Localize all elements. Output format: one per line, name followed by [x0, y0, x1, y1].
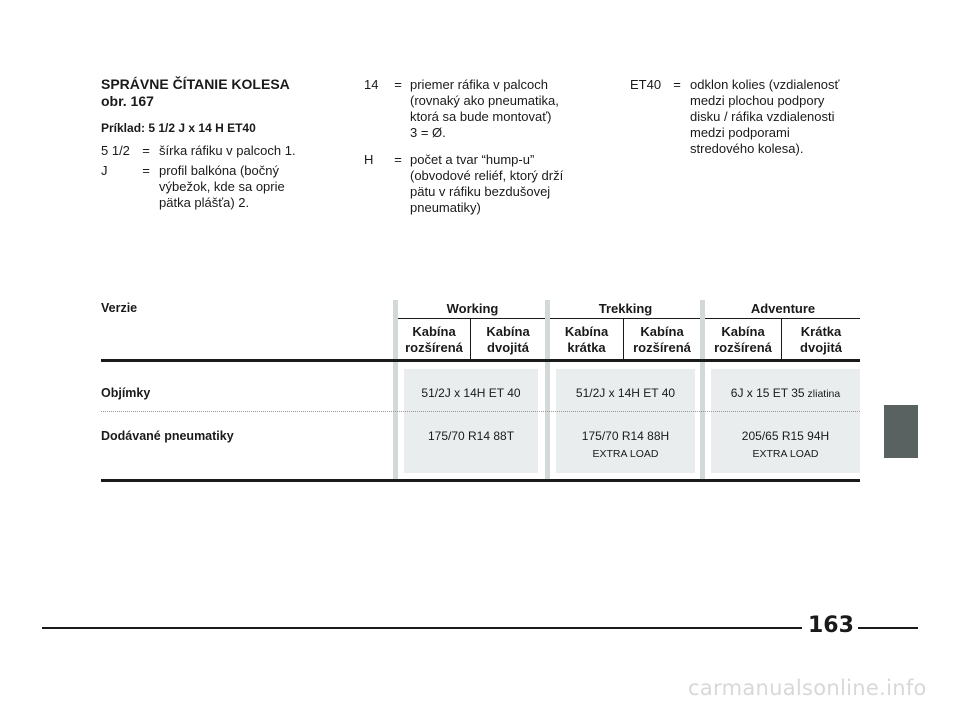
- cell-main: 51/2J x 14H ET 40: [421, 386, 521, 400]
- row-label-pneumatiky: Dodávané pneumatiky: [101, 429, 234, 443]
- cell-main: 6J x 15 ET 35: [730, 386, 805, 400]
- sub-header: [782, 324, 860, 356]
- cell-rim-working: [404, 386, 538, 401]
- row-separator: [101, 411, 860, 412]
- sub-header-line: Kabína: [721, 324, 765, 339]
- def-line: šírka ráfiku v palcoch 1.: [159, 143, 296, 158]
- def-key: ET40: [630, 77, 662, 92]
- def-14: [364, 77, 604, 141]
- def-key: H: [364, 152, 374, 167]
- sub-header: [705, 324, 781, 356]
- def-line: pneumatiky): [410, 200, 481, 215]
- sub-header-line: rozšírená: [633, 340, 691, 355]
- sub-header-line: Kabína: [640, 324, 684, 339]
- def-et40: [630, 77, 870, 157]
- def-key: J: [101, 163, 108, 178]
- def-text: [159, 163, 331, 211]
- footer-rule-right: [858, 627, 918, 629]
- cell-main: 175/70 R14 88T: [427, 429, 515, 443]
- def-key: 14: [364, 77, 379, 92]
- def-line: ktorá sa bude montovať): [410, 109, 552, 124]
- def-line: pätu v ráfiku bezdušovej: [410, 184, 551, 199]
- watermark-text: carmanualsonline.info: [688, 676, 927, 700]
- group-working: Working: [446, 301, 499, 316]
- def-eq: =: [673, 77, 681, 92]
- def-eq: =: [142, 163, 150, 178]
- def-j: [101, 163, 331, 211]
- figure-ref: obr. 167: [101, 93, 154, 109]
- cell-main: 205/65 R15 94H: [741, 429, 830, 443]
- sub-header-line: Krátka: [800, 324, 842, 339]
- def-text: [159, 143, 331, 159]
- def-eq: =: [394, 152, 402, 167]
- def-h: [364, 152, 604, 216]
- def-text: [690, 77, 870, 157]
- section-title-text: SPRÁVNE ČÍTANIE KOLESA: [101, 76, 290, 92]
- section-title: [101, 76, 290, 110]
- def-key: 5 1/2: [101, 143, 130, 158]
- sub-header: [550, 324, 623, 356]
- def-line: profil balkóna (bočný: [159, 163, 279, 178]
- def-line: výbežok, kde sa oprie: [159, 179, 285, 194]
- def-5-1-2: [101, 143, 331, 159]
- def-line: stredového kolesa).: [690, 141, 804, 156]
- group-underline: [705, 318, 860, 319]
- header-rule: [101, 359, 860, 362]
- cell-bg-working: [404, 369, 538, 473]
- chapter-tab: [884, 405, 918, 458]
- def-line: odklon kolies (vzdialenosť: [690, 77, 840, 92]
- sub-header: [398, 324, 470, 356]
- sub-header: [624, 324, 700, 356]
- cell-rim-adventure: [711, 386, 860, 402]
- sub-header-line: Kabína: [564, 324, 609, 339]
- def-line: priemer ráfika v palcoch: [410, 77, 548, 92]
- def-line: pätka plášťa) 2.: [159, 195, 250, 210]
- footer-rule-left: [42, 627, 802, 629]
- def-text: [410, 152, 604, 216]
- table-bottom-rule: [101, 479, 860, 482]
- def-line: medzi podporami: [690, 125, 790, 140]
- page-number: 163: [808, 613, 854, 638]
- cell-rim-trekking: [556, 386, 695, 401]
- sub-header-line: dvojitá: [487, 340, 529, 355]
- sub-header-line: rozšírená: [714, 340, 772, 355]
- example-line: Príklad: 5 1/2 J x 14 H ET40: [101, 121, 256, 135]
- def-line: (rovnaký ako pneumatika,: [410, 93, 559, 108]
- sub-header-line: rozšírená: [405, 340, 463, 355]
- group-underline: [398, 318, 545, 319]
- def-line: počet a tvar “hump-u”: [410, 152, 535, 167]
- cell-suffix: zliatina: [804, 388, 841, 400]
- group-trekking: Trekking: [598, 301, 653, 316]
- col-label-verzie: Verzie: [101, 301, 138, 315]
- def-line: medzi plochou podpory: [690, 93, 825, 108]
- group-underline: [550, 318, 700, 319]
- def-eq: =: [394, 77, 402, 92]
- group-adventure: Adventure: [750, 301, 816, 316]
- cell-main: 175/70 R14 88H: [581, 429, 670, 443]
- row-label-objimky: Objímky: [101, 386, 151, 400]
- cell-sub: EXTRA LOAD: [592, 448, 659, 460]
- cell-main: 51/2J x 14H ET 40: [575, 386, 676, 400]
- def-line: 3 = Ø.: [410, 125, 446, 140]
- cell-tyre-adventure: [711, 429, 860, 462]
- sub-header-line: dvojitá: [800, 340, 842, 355]
- sub-header-line: Kabína: [486, 324, 530, 339]
- cell-tyre-working: [404, 429, 538, 444]
- def-text: [410, 77, 604, 141]
- cell-sub: EXTRA LOAD: [752, 448, 819, 460]
- def-eq: =: [142, 143, 150, 158]
- sub-header: [471, 324, 545, 356]
- def-line: (obvodové reliéf, ktorý drží: [410, 168, 564, 183]
- sub-header-line: krátka: [567, 340, 606, 355]
- def-line: disku / ráfika vzdialenosti: [690, 109, 835, 124]
- cell-tyre-trekking: [556, 429, 695, 462]
- sub-header-line: Kabína: [412, 324, 456, 339]
